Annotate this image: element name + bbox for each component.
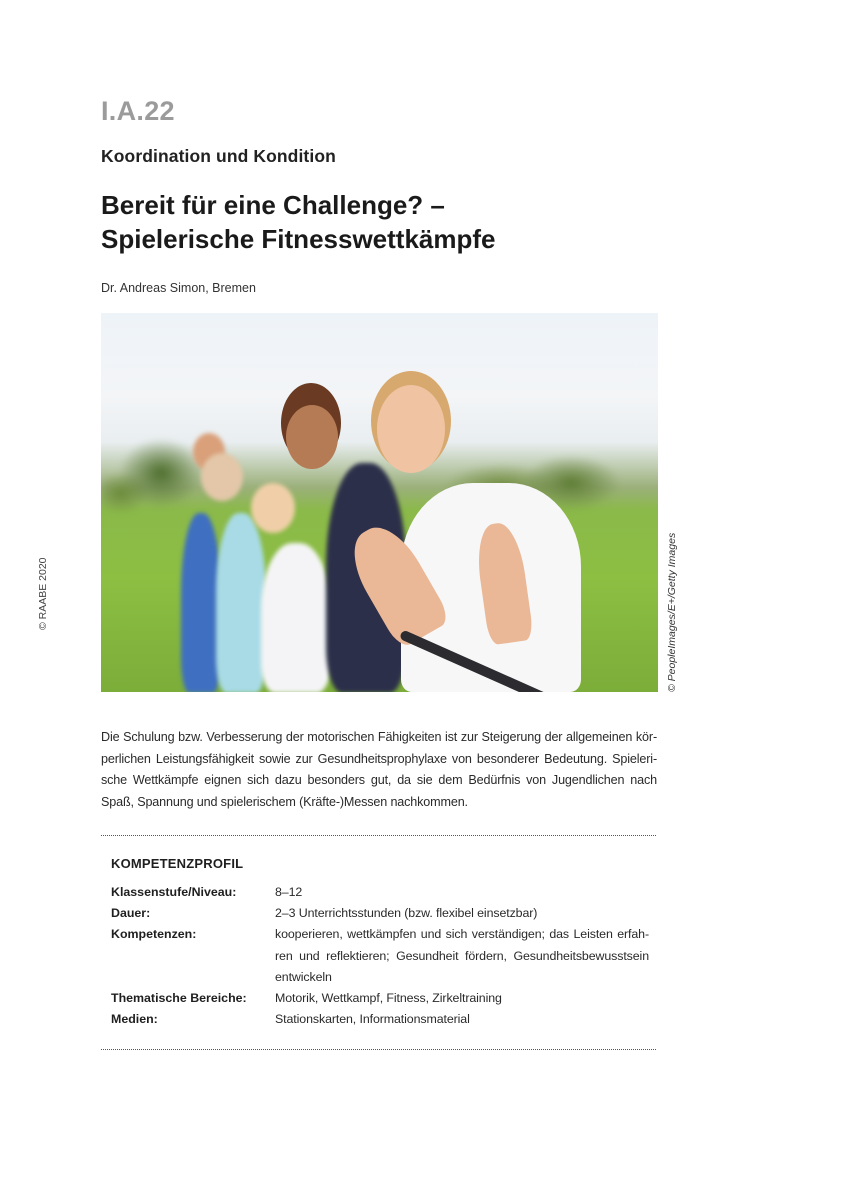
profile-row-duration (111, 903, 649, 924)
profile-label: Thematische Bereiche: (111, 991, 247, 1006)
profile-value: kooperieren, wettkämpfen und sich verständigen; das Leisten erfah-ren und reflektieren; Gesundheit fördern, Gesundheitsbewusstsein entwickeln (275, 927, 649, 984)
profile-row-topics (111, 988, 649, 1009)
profile-label: Dauer: (111, 906, 151, 921)
photo-figure (377, 385, 445, 473)
profile-value: 2–3 Unterrichtsstunden (bzw. flexibel einsetzbar) (275, 906, 538, 921)
copyright-note: © RAABE 2020 (37, 557, 49, 630)
profile-value: 8–12 (275, 885, 303, 899)
photo-figure (216, 513, 266, 692)
title-line-2: Spielerische Fitnesswettkämpfe (101, 224, 496, 254)
topic-heading: Koordination und Kondition (101, 146, 336, 166)
author: Dr. Andreas Simon, Bremen (101, 281, 256, 295)
title-line-1: Bereit für eine Challenge? – (101, 190, 445, 220)
competence-profile (111, 882, 649, 1030)
photo-figure (201, 453, 243, 501)
profile-row-media (111, 1009, 649, 1030)
profile-row-level (111, 882, 649, 903)
page-title (101, 188, 495, 256)
photo-figure (181, 513, 221, 692)
profile-heading: KOMPETENZPROFIL (111, 856, 244, 871)
profile-row-competencies (111, 924, 649, 988)
photo-credit: © PeopleImages/E+/Getty Images (666, 532, 678, 692)
photo-figure (251, 483, 295, 533)
cover-photo (101, 313, 658, 692)
photo-figure (286, 405, 338, 469)
divider-top (101, 835, 656, 836)
unit-code: I.A.22 (101, 96, 175, 126)
profile-label: Klassenstufe/Niveau: (111, 885, 237, 899)
intro-paragraph: Die Schulung bzw. Verbesserung der motorischen Fähigkeiten ist zur Steigerung der allgemeinen kör-perlichen Leistungsfähigkeit sowie zur Gesundheitsprophylaxe von besonderer Bedeutung. Spieleri-sche Wettkämpfe eignen sich dazu besonders gut, da sie dem Bedürfnis von Jugendlichen nach Spaß, Spannung und spielerischem (Kräfte-)Messen nachkommen. (101, 730, 657, 809)
profile-value: Stationskarten, Informationsmaterial (275, 1012, 470, 1027)
profile-label: Medien: (111, 1012, 158, 1027)
divider-bottom (101, 1049, 656, 1050)
photo-figure (261, 543, 331, 692)
profile-label: Kompetenzen: (111, 927, 197, 942)
profile-value: Motorik, Wettkampf, Fitness, Zirkeltraining (275, 991, 502, 1006)
